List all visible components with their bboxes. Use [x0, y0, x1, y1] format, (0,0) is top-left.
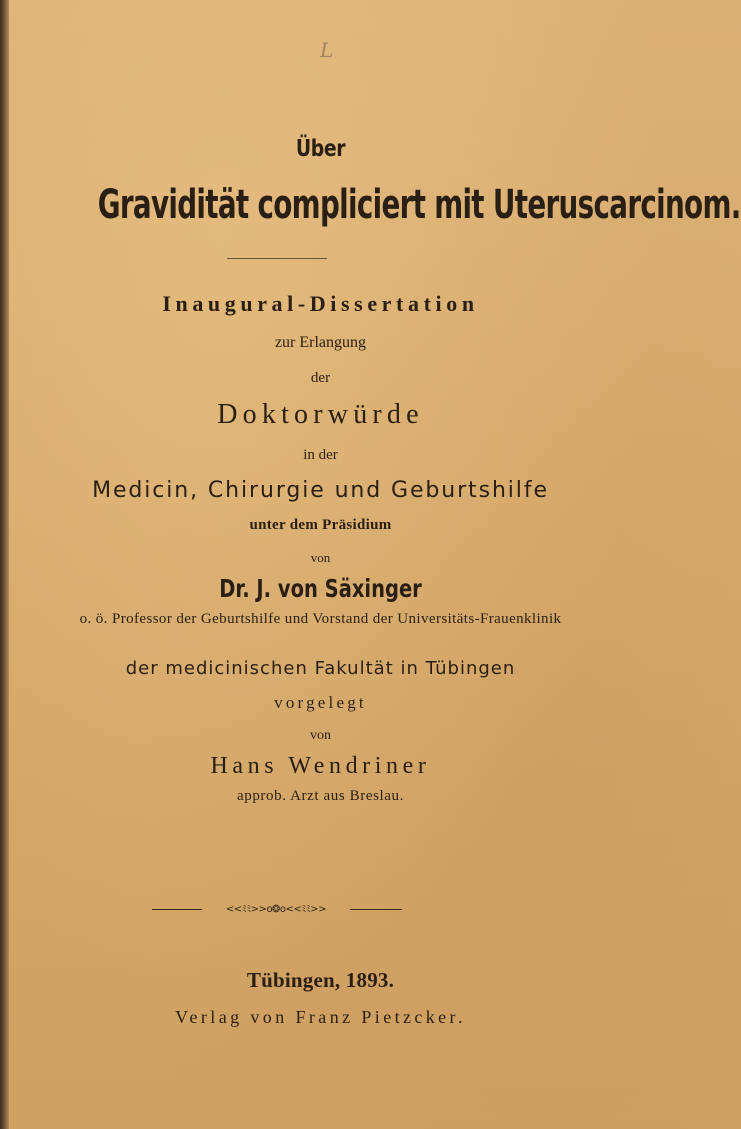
zur-erlangung-text: zur Erlangung: [274, 334, 367, 351]
dissertation-heading: Inaugural-Dissertation: [162, 291, 479, 316]
von-text-1: von: [310, 550, 331, 565]
vorgelegt-text: vorgelegt: [274, 693, 367, 712]
faculty-tuebingen: der medicinischen Fakultät in Tübingen: [125, 658, 516, 679]
author-name: Hans Wendriner: [210, 753, 431, 779]
ornament-rule-right: [350, 909, 402, 910]
place-year: Tübingen, 1893.: [246, 968, 395, 992]
der-text: der: [310, 370, 331, 386]
von-text-2: von: [310, 728, 331, 743]
praesidium-text: unter dem Präsidium: [249, 517, 392, 533]
publisher: Verlag von Franz Pietzcker.: [175, 1007, 466, 1027]
ornament-center: <<ﾐﾐ>>o❂o<<ﾐﾐ>>: [225, 904, 327, 915]
faculties-heading: Medicin, Chirurgie und Geburtshilfe: [92, 478, 549, 503]
author-info: approb. Arzt aus Breslau.: [236, 788, 405, 804]
ornament-divider: [152, 902, 402, 918]
in-der-text: in der: [303, 447, 338, 463]
president-name: Dr. J. von Säxinger: [219, 574, 422, 603]
president-title: o. ö. Professor der Geburtshilfe und Vorstand der Universitäts-Frauenklinik: [79, 611, 562, 627]
title-divider: [227, 258, 327, 259]
main-title: Gravidität compliciert mit Uteruscarcinom.: [97, 182, 741, 228]
title-prefix: Über: [295, 136, 346, 162]
doktorwuerde-heading: Doktorwürde: [217, 399, 424, 430]
pencil-mark: L: [320, 38, 334, 62]
ornament-rule-left: [152, 909, 202, 910]
